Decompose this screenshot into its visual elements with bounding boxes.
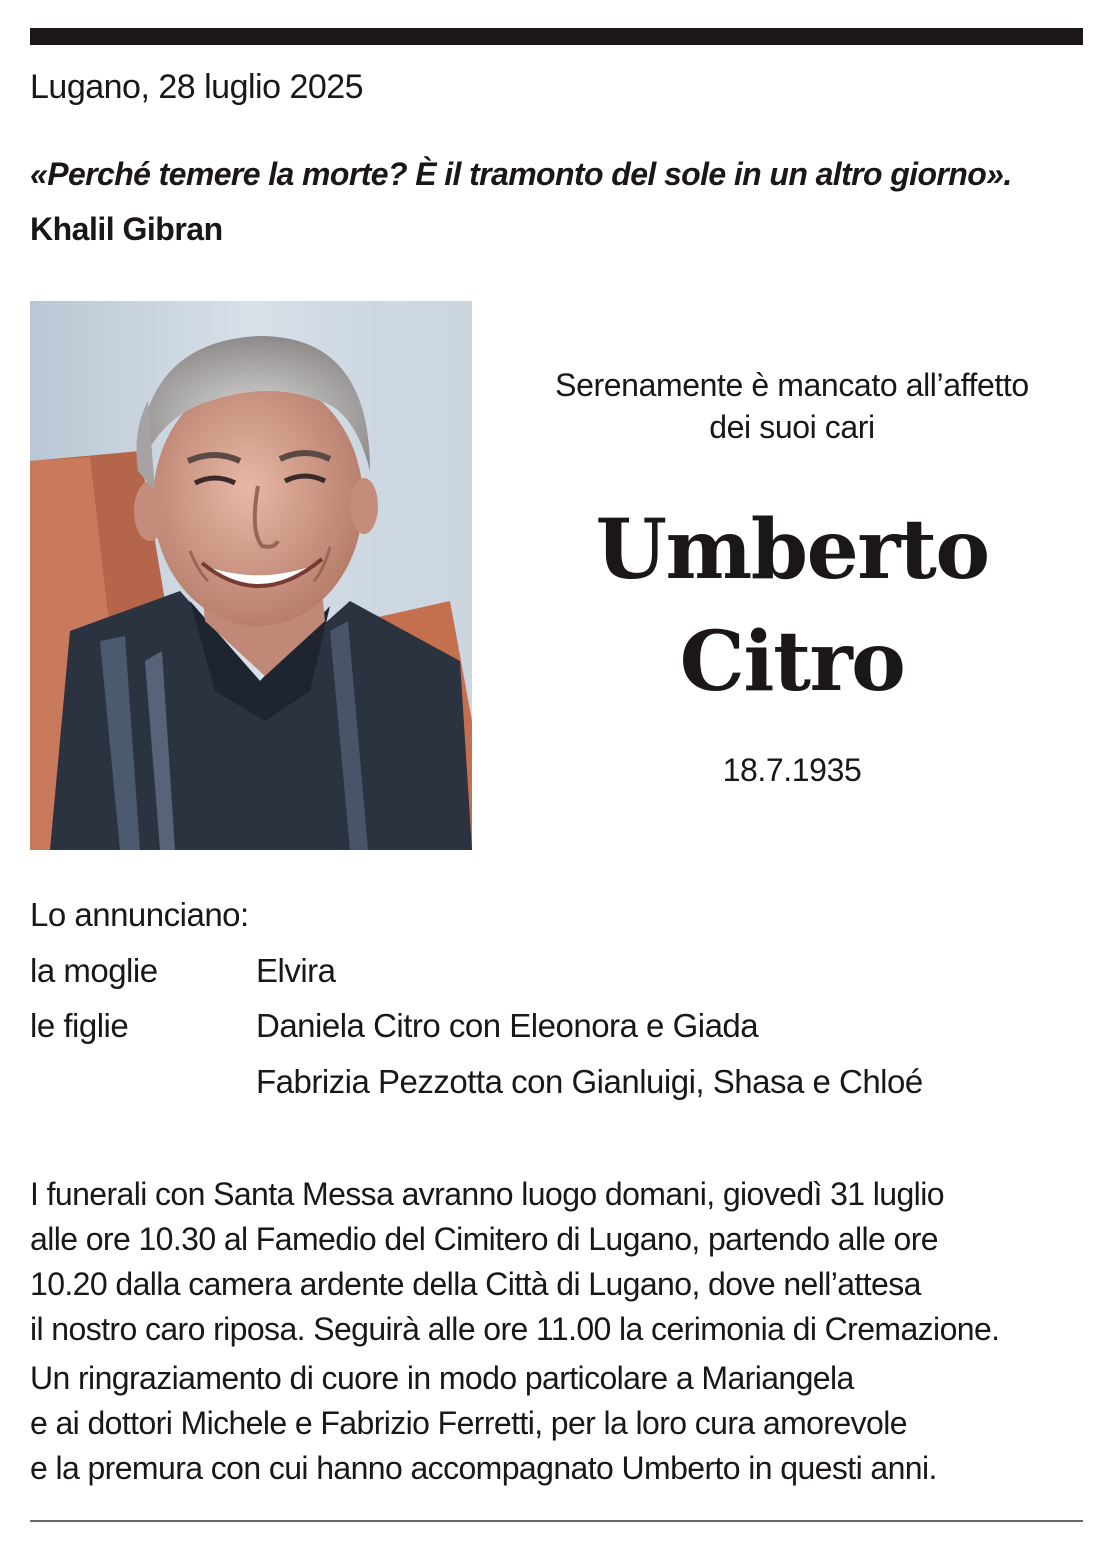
relative-name: Daniela Citro con Eleonora e Giada: [256, 1007, 759, 1044]
quote-text: «Perché temere la morte? È il tramonto del sole in un altro giorno».: [30, 156, 1012, 192]
portrait-photo: [30, 301, 472, 850]
thanks-line: e la premura con cui hanno accompagnato Umberto in questi anni.: [30, 1450, 937, 1486]
thanks-line: e ai dottori Michele e Fabrizio Ferretti, per la loro cura amorevole: [30, 1405, 907, 1441]
announcement-heading: Lo annunciano:: [30, 896, 249, 933]
top-rule: [30, 28, 1083, 45]
deceased-first-name: Umberto: [595, 502, 989, 598]
relation-label: la moglie: [30, 952, 158, 989]
bottom-rule: [30, 1520, 1083, 1522]
place-date: Lugano, 28 luglio 2025: [30, 68, 364, 106]
relative-name: Elvira: [256, 952, 336, 989]
thanks-paragraph: [30, 1356, 1090, 1491]
death-announcement-intro: [500, 364, 1084, 448]
birth-date: 18.7.1935: [722, 752, 862, 788]
relative-name: Fabrizia Pezzotta con Gianluigi, Shasa e Chloé: [256, 1063, 923, 1100]
intro-line: Serenamente è mancato all’affetto: [555, 367, 1029, 403]
funeral-line: 10.20 dalla camera ardente della Città di Lugano, dove nell’attesa: [30, 1266, 921, 1302]
relation-label: le figlie: [30, 1007, 129, 1044]
funeral-line: alle ore 10.30 al Famedio del Cimitero di Lugano, partendo alle ore: [30, 1221, 938, 1257]
funeral-details: [30, 1172, 1090, 1352]
deceased-last-name: Citro: [679, 614, 905, 710]
thanks-line: Un ringraziamento di cuore in modo particolare a Mariangela: [30, 1360, 854, 1396]
funeral-line: il nostro caro riposa. Seguirà alle ore 11.00 la cerimonia di Cremazione.: [30, 1311, 1000, 1347]
funeral-line: I funerali con Santa Messa avranno luogo domani, giovedì 31 luglio: [30, 1176, 944, 1212]
intro-line: dei suoi cari: [709, 409, 875, 445]
quote-author: Khalil Gibran: [30, 211, 223, 247]
